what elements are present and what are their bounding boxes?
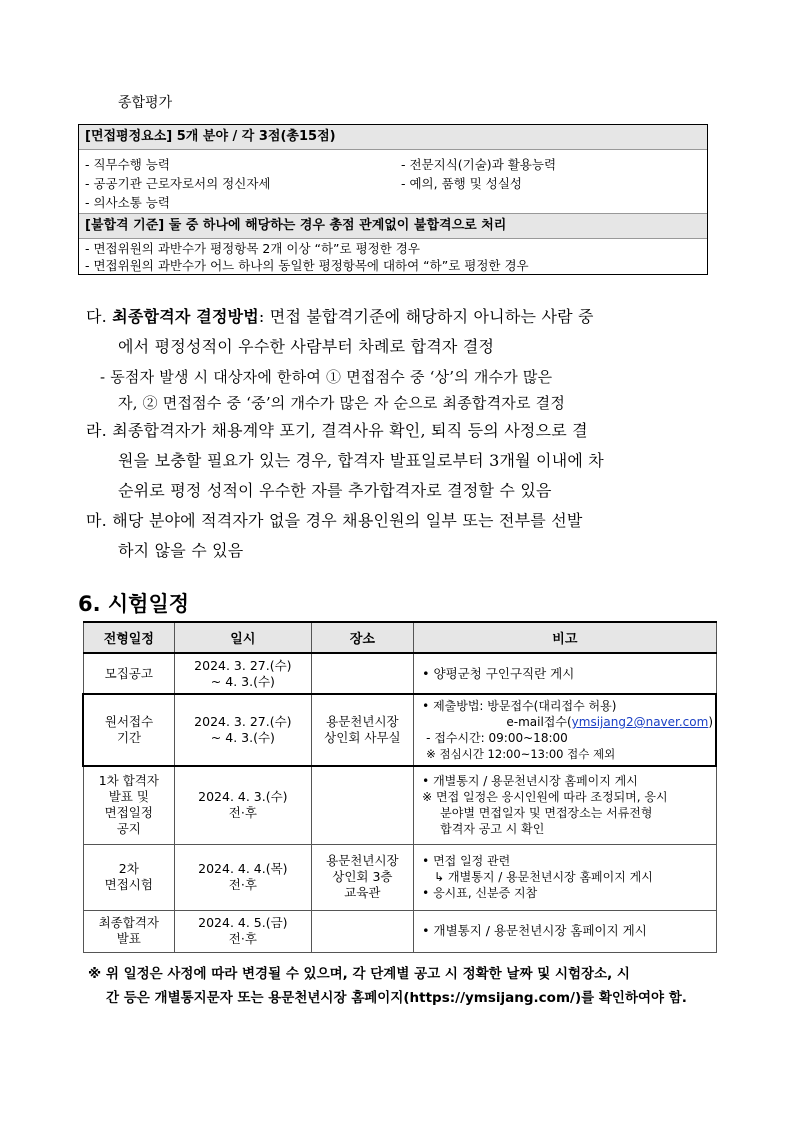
section-title: 6. 시험일정 [78,592,190,616]
table-row [83,766,716,844]
paragraph-ra-line2: 원을 보충할 필요가 있는 경우, 합격자 발표일로부터 3개월 이내에 차 [118,451,604,470]
place-cell [311,653,414,694]
final-decision-heading: 최종합격자 결정방법 [112,307,259,326]
column-header: 전형일정 [83,622,175,653]
paragraph-da-line1 [86,302,594,331]
table-row [83,653,716,694]
eval-item: - 직무수행 능력 [85,157,170,172]
list-marker: 다. [86,307,113,326]
schedule-footnote [88,962,718,1010]
table-row [83,910,716,952]
column-header: 장소 [311,622,414,653]
evaluation-elements-header: [면접평정요소] 5개 분야 / 각 3점(총15점) [79,125,707,150]
eval-item: - 예의, 품행 및 성실성 [401,176,522,191]
note-cell: • 면접 일정 관련 ↳ 개별통지 / 용문천년시장 홈페이지 게시 • 응시표, 신분증 지참 [414,844,716,910]
paragraph-ma-line1: 마. 해당 분야에 적격자가 없을 경우 채용인원의 일부 또는 전부를 선발 [86,511,583,530]
eval-item: - 의사소통 능력 [85,195,170,210]
exam-schedule-table [82,621,717,953]
stage-cell: 원서접수 기간 [83,694,175,766]
table-header-row [83,622,716,653]
fail-criteria-header: [불합격 기준] 둘 중 하나에 해당하는 경우 총점 관계없이 불합격으로 처리 [79,213,707,239]
evaluation-criteria-box [78,124,708,275]
column-header: 비고 [414,622,716,653]
stage-cell: 1차 합격자 발표 및 면접일정 공지 [83,766,175,844]
table-row [83,694,716,766]
note-cell: • 양평군청 구인구직란 게시 [414,653,716,694]
date-cell: 2024. 4. 5.(금) 전·후 [175,910,312,952]
email-link[interactable]: ymsijang2@naver.com [571,715,709,729]
stage-cell: 최종합격자 발표 [83,910,175,952]
date-cell: 2024. 4. 3.(수) 전·후 [175,766,312,844]
footnote-line: 간 등은 개별통지문자 또는 용문천년시장 홈페이지(https://ymsijang.com/)를 확인하여야 함. [106,990,687,1006]
date-cell: 2024. 4. 4.(목) 전·후 [175,844,312,910]
date-cell: 2024. 3. 27.(수) ~ 4. 3.(수) [175,694,312,766]
place-cell [311,910,414,952]
paragraph-text: : 면접 불합격기준에 해당하지 아니하는 사람 중 [258,307,594,326]
paragraph-ra-line1: 라. 최종합격자가 채용계약 포기, 결격사유 확인, 퇴직 등의 사정으로 결 [86,421,588,440]
fail-item: - 면접위원의 과반수가 어느 하나의 동일한 평정항목에 대하여 “하”로 평정한 경우 [85,258,529,273]
place-cell [311,766,414,844]
date-cell: 2024. 3. 27.(수) ~ 4. 3.(수) [175,653,312,694]
note-cell: • 개별통지 / 용문천년시장 홈페이지 게시 [414,910,716,952]
eval-item: - 전문지식(기술)과 활용능력 [401,157,557,172]
place-cell: 용문천년시장 상인회 3층 교육관 [311,844,414,910]
fail-item: - 면접위원의 과반수가 평정항목 2개 이상 “하”로 평정한 경우 [85,241,420,256]
tie-rule-line1: - 동점자 발생 시 대상자에 한하여 ① 면접점수 중 ‘상’의 개수가 많은 [100,368,553,386]
note-cell: • 개별통지 / 용문천년시장 홈페이지 게시 ※ 면접 일정은 응시인원에 따라 조정되며, 응시 분야별 면접일자 및 면접장소는 서류전형 합격자 공고 시 확인 [414,766,716,844]
footnote-line: ※ 위 일정은 사정에 따라 변경될 수 있으며, 각 단계별 공고 시 정확한 날짜 및 시험장소, 시 [88,966,630,982]
paragraph-ra-line3: 순위로 평정 성적이 우수한 자를 추가합격자로 결정할 수 있음 [118,481,552,500]
note-cell: • 제출방법: 방문접수(대리접수 허용) e-mail접수(ymsijang2@naver.com) - 접수시간: 09:00~18:00 ※ 점심시간 12:00~13:00 접수 제외 [414,694,716,766]
column-header: 일시 [175,622,312,653]
intro-label: 종합평가 [118,95,173,111]
place-cell: 용문천년시장 상인회 사무실 [311,694,414,766]
tie-rule-line2: 자, ② 면접점수 중 ‘중’의 개수가 많은 자 순으로 최종합격자로 결정 [118,394,566,412]
paragraph-ma-line2: 하지 않을 수 있음 [118,541,244,560]
stage-cell: 모집공고 [83,653,175,694]
eval-item: - 공공기관 근로자로서의 정신자세 [85,176,271,191]
stage-cell: 2차 면접시험 [83,844,175,910]
paragraph-da-line2: 에서 평정성적이 우수한 사람부터 차례로 합격자 결정 [118,337,495,356]
email-line: e-mail접수(ymsijang2@naver.com) [506,715,713,729]
table-row [83,844,716,910]
